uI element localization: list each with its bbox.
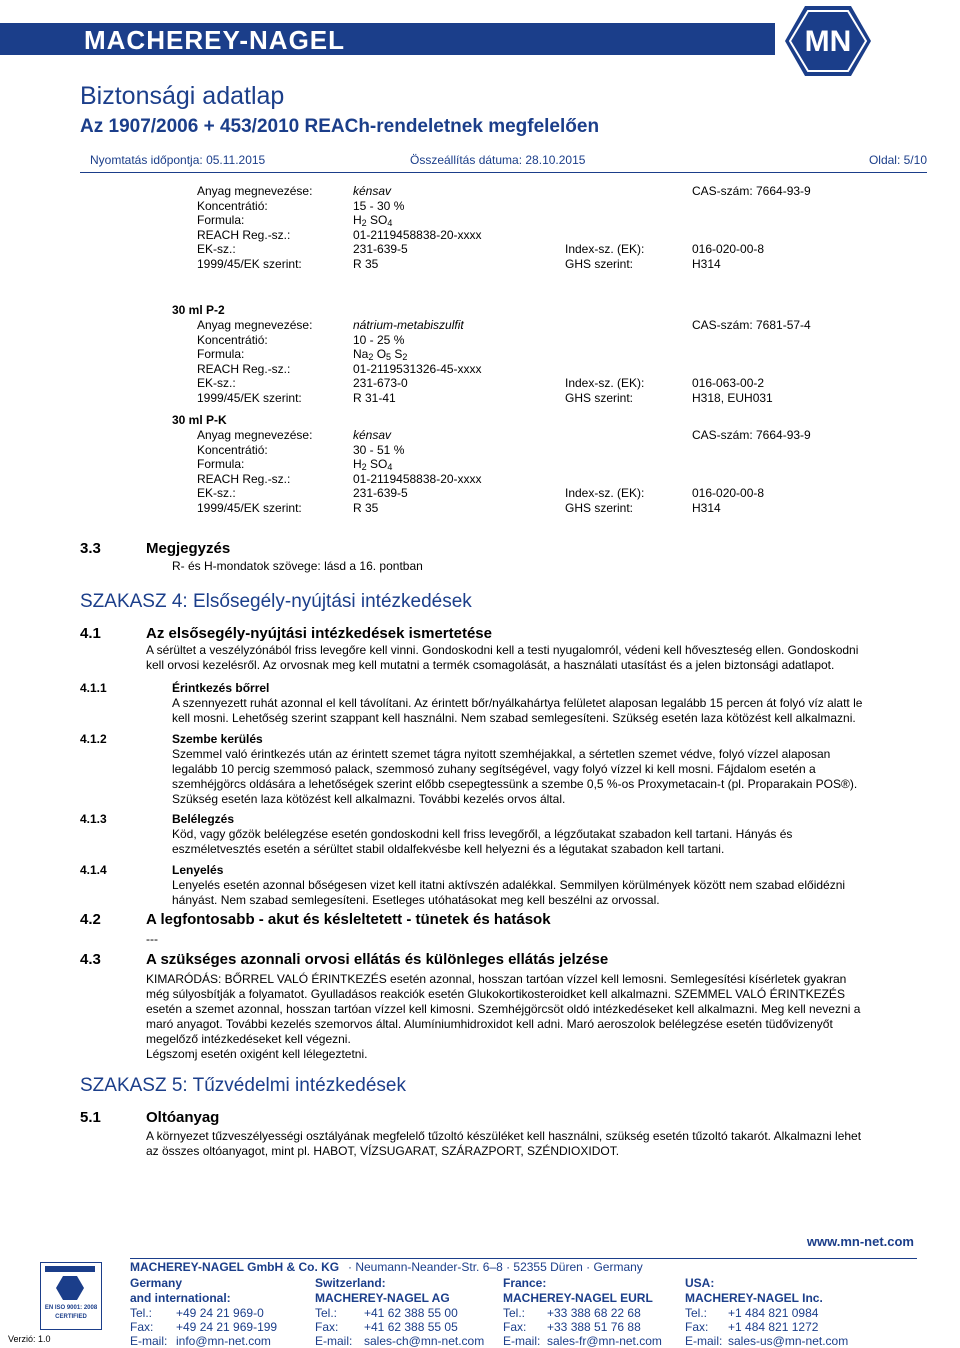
s43-text-2: még súlyosbítják a folyamatot. Gyulladásos reakciók esetén Glukokortikosteroidket kell alkalmazni. SZEMMEL VALÓ ÉRINTKEZÉS — [146, 987, 845, 1001]
formula-subscript: 4 — [387, 218, 393, 228]
footer-fax-label: Fax: — [685, 1320, 709, 1334]
s411-number: 4.1.1 — [80, 681, 107, 695]
substance-group-header: 30 ml P-K — [172, 413, 227, 427]
footer-fax-label: Fax: — [503, 1320, 527, 1334]
s51-title: Oltóanyag — [146, 1109, 220, 1126]
cert-text-2: CERTIFIED — [55, 1314, 87, 1320]
index-number: 016-020-00-8 — [692, 486, 765, 500]
footer-email-label: E-mail: — [503, 1334, 541, 1348]
s43-number: 4.3 — [80, 951, 101, 968]
footer-col-company: and international: — [130, 1291, 231, 1305]
formula-part: SO — [366, 457, 388, 471]
footer-tel-value: +33 388 68 22 68 — [547, 1306, 641, 1320]
formula-part: H — [353, 213, 362, 227]
footer-col-company: MACHEREY-NAGEL AG — [315, 1291, 450, 1305]
footer-divider — [130, 1258, 917, 1259]
s412-text-4: Szükség esetén laza kötözést kell alkalmazni. További kezelés orvos által. — [172, 792, 566, 806]
s51-number: 5.1 — [80, 1109, 101, 1126]
s43-text-4: maró anyagot. További kezelés szemorvos által. Alumíniumhidroxidot kell adni. Maró aeroszolok belélegzése esetén tüdővizenyőt — [146, 1017, 833, 1031]
formula-part: Na — [353, 347, 369, 361]
cas-number: CAS-szám: 7664-93-9 — [692, 184, 811, 198]
label-name: Anyag megnevezése: — [197, 184, 313, 198]
footer-company: MACHEREY-NAGEL GmbH & Co. KG — [130, 1260, 340, 1274]
substance-name: kénsav — [353, 184, 392, 198]
footer-tel-value: +49 24 21 969-0 — [176, 1306, 264, 1320]
ek-number: 231-673-0 — [353, 376, 408, 390]
footer-col-company: MACHEREY-NAGEL EURL — [503, 1291, 653, 1305]
r-phrase: R 35 — [353, 256, 379, 271]
label-ek: EK-sz.: — [197, 376, 236, 390]
ghs-value: H318, EUH031 — [692, 390, 773, 405]
footer-website[interactable]: www.mn-net.com — [806, 1234, 914, 1249]
s43-title: A szükséges azonnali orvosi ellátás és különleges ellátás jelzése — [146, 951, 609, 968]
formula-value — [353, 457, 392, 472]
s42-number: 4.2 — [80, 911, 101, 928]
r-phrase: R 31-41 — [353, 390, 396, 405]
document-subtitle: Az 1907/2006 + 453/2010 REACh-rendeletnek megfelelően — [80, 116, 600, 137]
footer-email-value[interactable]: sales-ch@mn-net.com — [364, 1334, 485, 1348]
s43-text-6: Légszomj esetén oxigént kell lélegeztetni. — [146, 1047, 368, 1061]
reach-number: 01-2119458838-20-xxxx — [353, 471, 482, 486]
formula-value — [353, 213, 392, 228]
s412-text-3: szemhéjgörcs oldására a lehetőségek szerint előbb csepegtessünk a szembe 0,5 %-os Proxymetacain-t (pl. Proparakain POS®). — [172, 777, 858, 791]
footer-fax-value: +41 62 388 55 05 — [364, 1320, 458, 1334]
footer-email-label: E-mail: — [315, 1334, 353, 1348]
label-name: Anyag megnevezése: — [197, 428, 313, 442]
s43-text-3: esetén a szemet azonnal, hosszan tartóan vízzel kell kimosni. Szemhéjgörcsöt oldó intézkedéseket kell alkalmazni. Meg kell nevezni a — [146, 1002, 861, 1016]
formula-part: O — [373, 347, 387, 361]
footer-tel-label: Tel.: — [685, 1306, 708, 1320]
index-number: 016-063-00-2 — [692, 376, 765, 390]
s413-number: 4.1.3 — [80, 812, 107, 826]
s42-title: A legfontosabb - akut és késleltetett - tünetek és hatások — [146, 911, 551, 928]
label-index: Index-sz. (EK): — [565, 242, 645, 256]
label-concentration: Koncentrátió: — [197, 442, 268, 457]
ek-number: 231-639-5 — [353, 486, 408, 500]
s43-text-5: megelőző intézkedéseket kell végezni. — [146, 1032, 351, 1046]
label-ek: EK-sz.: — [197, 242, 236, 256]
formula-subscript: 2 — [402, 352, 408, 362]
concentration-value: 15 - 30 % — [353, 198, 405, 213]
formula-value — [353, 347, 407, 362]
substance-name: nátrium-metabiszulfit — [353, 318, 464, 332]
footer-address: · Neumann-Neander-Str. 6–8 · 52355 Düren · Germany — [348, 1260, 643, 1274]
label-index: Index-sz. (EK): — [565, 376, 645, 390]
reach-number: 01-2119531326-45-xxxx — [353, 361, 482, 376]
s414-number: 4.1.4 — [80, 863, 107, 877]
s43-text-1: KIMARÓDÁS: BŐRREL VALÓ ÉRINTKEZÉS esetén azonnal, hosszan tartóan vízzel kell lemosni. Semlegesítési kísérletek gyakran — [146, 972, 847, 986]
label-ek: EK-sz.: — [197, 486, 236, 500]
version-label: Verzió: 1.0 — [8, 1334, 51, 1344]
s412-text-2: legalább 10 percig szemmosó palack, szemmosó zuhany segítségével, vagy folyó vízzel ki kell mosni. Fájdalom esetén a — [172, 762, 816, 776]
footer-fax-value: +49 24 21 969-199 — [176, 1320, 278, 1334]
footer-email-value[interactable]: info@mn-net.com — [176, 1334, 271, 1348]
label-1999: 1999/45/EK szerint: — [197, 500, 302, 515]
ghs-value: H314 — [692, 256, 721, 271]
s411-text-2: kell mosni. Lehetőség szerint szappant kell használni. Nem szabad semlegesíteni. Szükség esetén laza kötözést kell alkalmazni. — [172, 711, 856, 725]
s42-text: --- — [146, 932, 158, 946]
footer-fax-value: +1 484 821 1272 — [728, 1320, 819, 1334]
s412-title: Szembe kerülés — [172, 732, 263, 746]
compile-date: Összeállítás dátuma: 28.10.2015 — [410, 153, 586, 167]
s414-text-1: Lenyelés esetén azonnal bőségesen vizet kell itatni aktívszén adalékkal. Semmilyen körülmények között nem szabad előidézni — [172, 878, 846, 892]
formula-part: SO — [366, 213, 388, 227]
index-number: 016-020-00-8 — [692, 242, 765, 256]
label-concentration: Koncentrátió: — [197, 198, 268, 213]
formula-subscript: 4 — [387, 462, 393, 472]
formula-subscript: 2 — [368, 352, 374, 362]
brand-name: MACHEREY-NAGEL — [84, 25, 346, 55]
cas-number: CAS-szám: 7664-93-9 — [692, 428, 811, 442]
s41-text-2: kell orvosi kezelésről. Az orvosnak meg kell mutatni a termék csomagolását, a használati utasítást és a jelen biztonsági adatlapot. — [146, 658, 835, 672]
s51-text-1: A környezet tűzveszélyességi osztályának megfelelő tűzoltó készüléket kell használni, szükség esetén tűzoltó takarót. Alkalmazni lehet — [146, 1129, 862, 1143]
footer-tel-value: +41 62 388 55 00 — [364, 1306, 458, 1320]
label-ghs: GHS szerint: — [565, 256, 634, 271]
footer-col-heading: Switzerland: — [315, 1276, 386, 1290]
label-name: Anyag megnevezése: — [197, 318, 313, 332]
s412-text-1: Szemmel való érintkezés után az érintett szemet tágra nyitott szemhéjakkal, a sértetlen szemet védve, folyó vízzel alaposan — [172, 747, 831, 761]
ek-number: 231-639-5 — [353, 242, 408, 256]
footer-tel-label: Tel.: — [130, 1306, 153, 1320]
mn-logo-icon — [783, 4, 873, 78]
s414-text-2: hányást. Nem szabad semlegesíteni. Esetleges utóhatásokat meg kell beszélni az orvossal. — [172, 893, 660, 907]
document-title: Biztonsági adatlap — [80, 82, 285, 110]
s414-title: Lenyelés — [172, 863, 224, 877]
logo-text: MN — [804, 25, 852, 58]
formula-part: H — [353, 457, 362, 471]
section-5-title: SZAKASZ 5: Tűzvédelmi intézkedések — [80, 1075, 406, 1096]
footer-tel-label: Tel.: — [315, 1306, 338, 1320]
s41-number: 4.1 — [80, 625, 101, 642]
label-index: Index-sz. (EK): — [565, 486, 645, 500]
formula-subscript: 2 — [361, 462, 367, 472]
footer-tel-value: +1 484 821 0984 — [728, 1306, 819, 1320]
footer-email-label: E-mail: — [130, 1334, 168, 1348]
print-info-bar — [80, 150, 927, 173]
print-date: Nyomtatás időpontja: 05.11.2015 — [90, 153, 266, 167]
footer-tel-label: Tel.: — [503, 1306, 526, 1320]
footer-email-value[interactable]: sales-fr@mn-net.com — [547, 1334, 662, 1348]
section-3-3-title: Megjegyzés — [146, 540, 231, 557]
s51-text-2: az összes oltóanyagot, mint pl. HABOT, VÍZSUGARAT, SZÁRAZPORT, SZÉNDIOXIDOT. — [146, 1144, 620, 1158]
label-ghs: GHS szerint: — [565, 390, 634, 405]
section-3-3-number: 3.3 — [80, 540, 101, 557]
concentration-value: 10 - 25 % — [353, 332, 405, 347]
s411-title: Érintkezés bőrrel — [172, 681, 270, 695]
formula-subscript: 5 — [386, 352, 392, 362]
page-header — [0, 0, 960, 76]
s413-text-2: eszméletvesztés esetén a sérültet stabil oldalfekvésbe kell helyezni és a légutakat szabadon kell tartani. — [172, 842, 725, 856]
cert-band — [45, 1266, 95, 1272]
footer-fax-label: Fax: — [315, 1320, 339, 1334]
label-formula: Formula: — [197, 213, 245, 227]
label-ghs: GHS szerint: — [565, 500, 634, 515]
reach-number: 01-2119458838-20-xxxx — [353, 227, 482, 242]
concentration-value: 30 - 51 % — [353, 442, 405, 457]
s41-title: Az elsősegély-nyújtási intézkedések ismertetése — [146, 625, 492, 642]
footer-email-value[interactable]: sales-us@mn-net.com — [728, 1334, 849, 1348]
page-number: Oldal: 5/10 — [868, 153, 927, 167]
footer-cert-logo — [40, 1262, 102, 1330]
section-3-3-text: R- és H-mondatok szövege: lásd a 16. pontban — [172, 559, 423, 573]
label-reach: REACH Reg.-sz.: — [197, 361, 291, 376]
s412-number: 4.1.2 — [80, 732, 107, 746]
section-4-title: SZAKASZ 4: Elsősegély-nyújtási intézkedések — [80, 591, 472, 612]
footer-col-heading: Germany — [130, 1276, 183, 1290]
footer-fax-value: +33 388 51 76 88 — [547, 1320, 641, 1334]
ghs-value: H314 — [692, 500, 721, 515]
label-formula: Formula: — [197, 347, 245, 361]
label-reach: REACH Reg.-sz.: — [197, 227, 291, 242]
footer-col-heading: France: — [503, 1276, 547, 1290]
substance-name: kénsav — [353, 428, 392, 442]
substance-group-header: 30 ml P-2 — [172, 303, 225, 317]
formula-part: S — [391, 347, 403, 361]
label-formula: Formula: — [197, 457, 245, 471]
label-reach: REACH Reg.-sz.: — [197, 471, 291, 486]
cas-number: CAS-szám: 7681-57-4 — [692, 318, 811, 332]
footer-email-label: E-mail: — [685, 1334, 723, 1348]
s413-text-1: Köd, vagy gőzök belélegzése esetén gondoskodni kell friss levegőről, a légzőutakat szabadon kell tartani. Hányás és — [172, 827, 793, 841]
formula-subscript: 2 — [361, 218, 367, 228]
label-1999: 1999/45/EK szerint: — [197, 256, 302, 271]
s411-text-1: A szennyezett ruhát azonnal el kell távolítani. Az érintett bőr/nyálkahártya felületet alaposan legalább 15 percen át folyó víz alatt le — [172, 696, 863, 710]
s413-title: Belélegzés — [172, 812, 235, 826]
cert-text-1: EN ISO 9001: 2008 — [44, 1305, 98, 1311]
label-1999: 1999/45/EK szerint: — [197, 390, 302, 405]
label-concentration: Koncentrátió: — [197, 332, 268, 347]
cert-mn-icon — [55, 1275, 85, 1301]
r-phrase: R 35 — [353, 500, 379, 515]
s41-text-1: A sérültet a veszélyzónából friss levegőre kell vinni. Gondoskodni kell a testi nyugalomról, védeni kell hőveszteség ellen. Gondoskodni — [146, 643, 859, 657]
footer-col-company: MACHEREY-NAGEL Inc. — [685, 1291, 823, 1305]
footer-col-heading: USA: — [685, 1276, 715, 1290]
footer-fax-label: Fax: — [130, 1320, 154, 1334]
